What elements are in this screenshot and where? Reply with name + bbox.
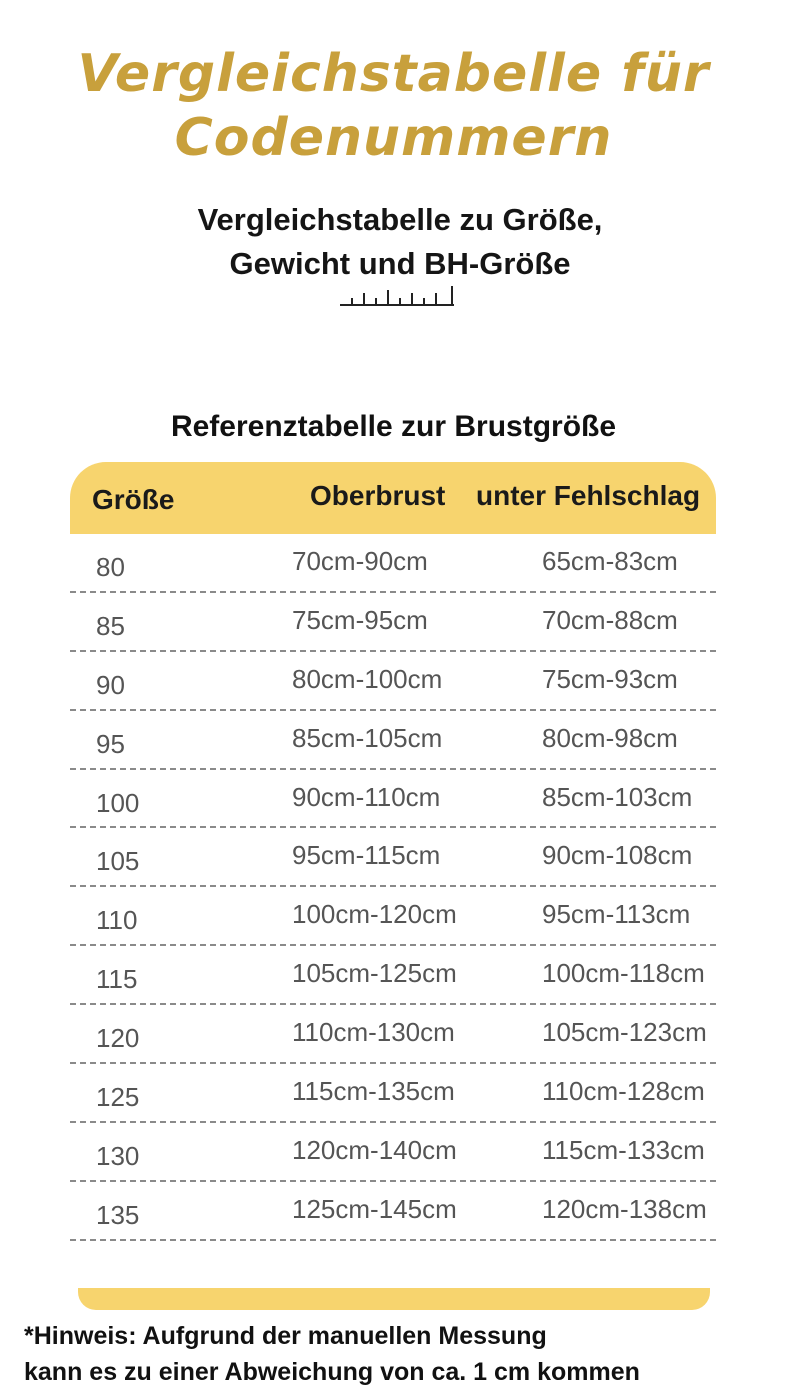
cell-size: 125 [96,1082,140,1113]
cell-bust: 80cm-100cm [292,663,443,694]
cell-under: 105cm-123cm [542,1017,707,1048]
measurement-note [24,1318,640,1390]
cell-under: 85cm-103cm [542,781,693,812]
table-row [70,534,716,593]
cell-size: 80 [96,552,125,582]
table-row [70,1064,716,1123]
cell-bust: 110cm-130cm [292,1017,455,1048]
table-row [70,887,716,946]
cell-bust: 120cm-140cm [292,1134,457,1165]
cell-size: 135 [96,1199,140,1230]
cell-bust: 70cm-90cm [292,546,428,576]
subtitle [0,198,787,286]
cell-under: 120cm-138cm [542,1193,707,1224]
cell-under: 80cm-98cm [542,722,678,753]
cell-size: 105 [96,846,140,877]
ruler-icon [338,284,456,308]
cell-under: 115cm-133cm [542,1134,705,1165]
table-row [70,1123,716,1182]
cell-bust: 90cm-110cm [292,781,441,812]
table-row [70,711,716,770]
cell-bust: 85cm-105cm [292,722,443,753]
table-row [70,593,716,652]
header-bust: Oberbrust [310,480,446,511]
subtitle-line2: Gewicht und BH-Größe [229,246,571,281]
table-row [70,1182,716,1241]
table-row [70,828,716,887]
page-title-line2: Codenummern [174,108,613,168]
table-row [70,652,716,711]
page-title [0,42,787,170]
cell-bust: 115cm-135cm [292,1076,455,1107]
cell-bust: 75cm-95cm [292,604,428,635]
note-line1: *Hinweis: Aufgrund der manuellen Messung [24,1322,547,1350]
cell-under: 65cm-83cm [542,546,678,576]
table-row [70,1005,716,1064]
cell-bust: 105cm-125cm [292,958,457,989]
cell-bust: 125cm-145cm [292,1193,457,1224]
cell-under: 110cm-128cm [542,1076,705,1107]
table-title: Referenztabelle zur Brustgröße [170,410,617,443]
cell-size: 100 [96,787,140,818]
cell-under: 95cm-113cm [542,899,691,930]
cell-size: 85 [96,610,125,641]
cell-size: 115 [96,964,138,995]
cell-size: 120 [96,1023,140,1054]
subtitle-line1: Vergleichstabelle zu Größe, [197,202,603,237]
cell-bust: 95cm-115cm [292,840,441,871]
size-table [70,534,716,1241]
table-row [70,946,716,1005]
cell-size: 130 [96,1140,140,1171]
cell-size: 90 [96,669,125,700]
cell-size: 95 [96,728,125,759]
table-row [70,770,716,829]
page-title-line1: Vergleichstabelle für [77,44,710,104]
header-under: unter Fehlschlag [476,480,701,511]
cell-under: 90cm-108cm [542,840,693,871]
cell-under: 100cm-118cm [542,958,705,989]
cell-under: 70cm-88cm [542,604,678,635]
cell-bust: 100cm-120cm [292,899,457,930]
cell-size: 110 [96,905,138,936]
table-footer-bar [78,1288,710,1310]
note-line2: kann es zu einer Abweichung von ca. 1 cm kommen [24,1358,640,1386]
header-size: Größe [92,484,175,515]
cell-under: 75cm-93cm [542,663,678,694]
